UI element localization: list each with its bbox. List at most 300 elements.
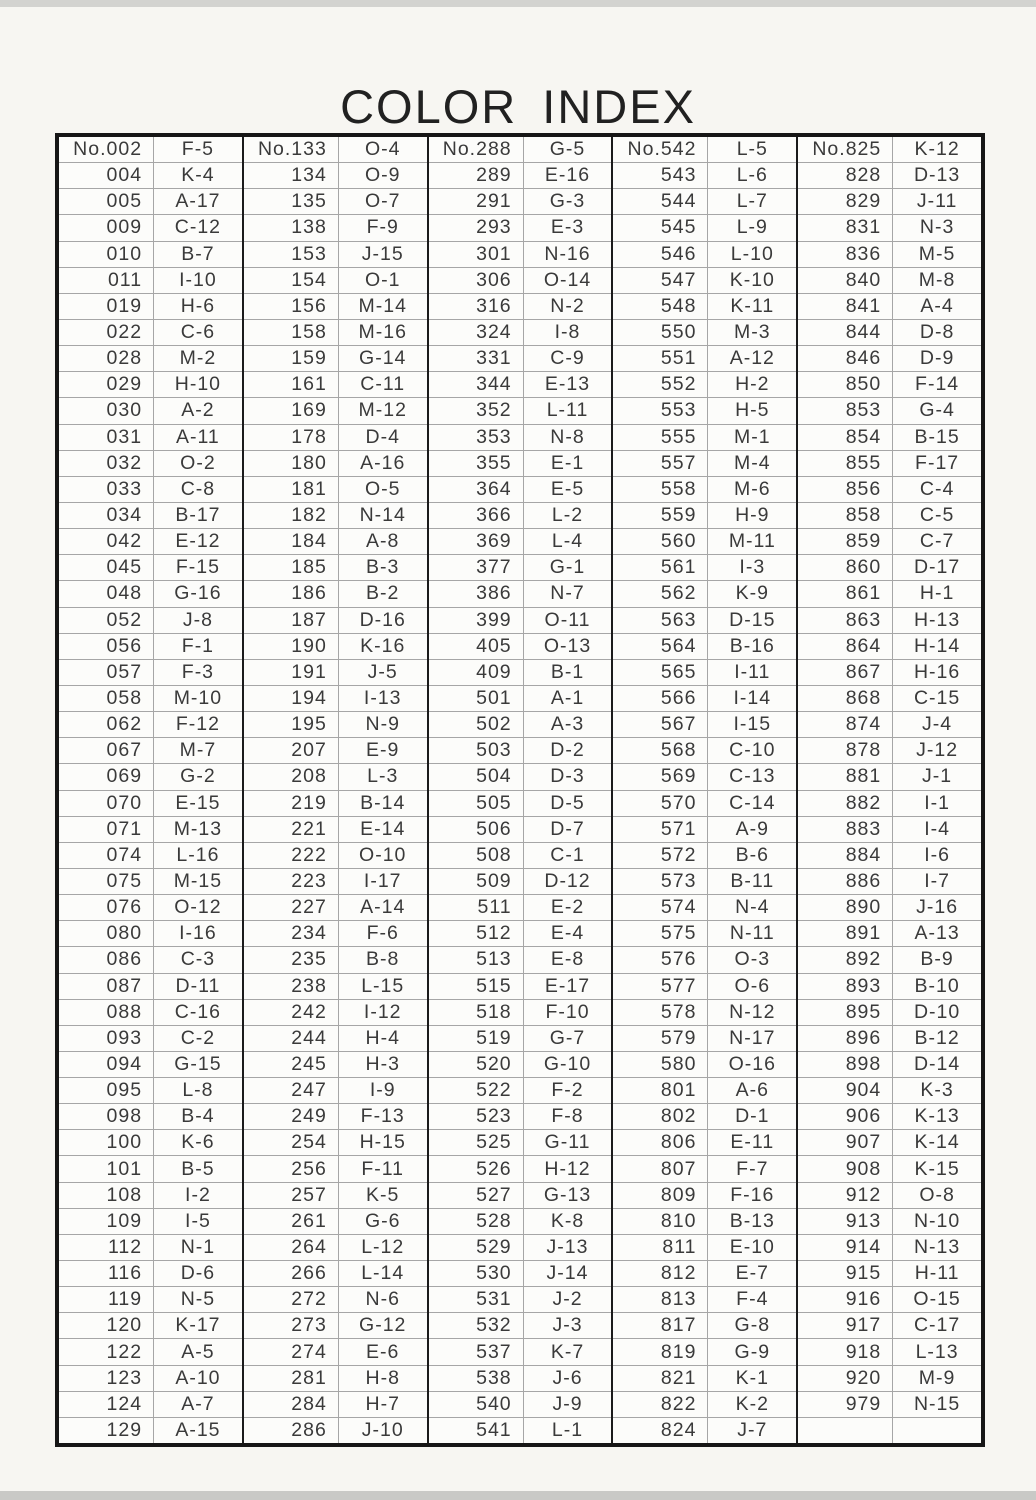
color-number-cell: 907 [798, 1130, 893, 1155]
table-row [429, 1051, 612, 1077]
table-row [613, 371, 796, 397]
color-code-cell: N-12 [729, 1000, 776, 1023]
table-row [244, 607, 427, 633]
table-row [244, 1260, 427, 1286]
table-row [429, 790, 612, 816]
color-number-cell: 846 [798, 346, 893, 371]
scan-edge-top [0, 0, 1036, 7]
table-row [244, 737, 427, 763]
color-code-cell: E-17 [544, 974, 591, 997]
color-code-cell: O-5 [364, 477, 401, 500]
color-code-cell: I-17 [363, 870, 402, 892]
color-code-cell: F-6 [366, 922, 399, 945]
color-number-cell: 573 [613, 869, 708, 894]
color-number-cell: 112 [59, 1235, 154, 1260]
color-number-cell: 840 [798, 268, 893, 293]
table-row [244, 188, 427, 214]
color-code-cell: L-14 [361, 1262, 405, 1285]
color-code-cell: O-3 [734, 948, 771, 971]
table-row [798, 397, 981, 423]
color-code-cell: M-10 [173, 687, 223, 710]
color-code-cell: N-11 [729, 922, 775, 945]
color-number-cell: 184 [244, 529, 339, 554]
color-number-cell: 116 [59, 1261, 154, 1286]
table-row [429, 293, 612, 319]
table-row [798, 450, 981, 476]
color-number-cell: 896 [798, 1026, 893, 1051]
color-code-cell: O-16 [728, 1052, 776, 1075]
table-row [613, 162, 796, 188]
table-row [244, 685, 427, 711]
table-row [429, 737, 612, 763]
table-row [59, 450, 242, 476]
color-number-cell: 221 [244, 817, 339, 842]
color-number-cell: 291 [429, 189, 524, 214]
color-number-cell: 575 [613, 921, 708, 946]
color-code-cell: O-14 [543, 268, 592, 291]
color-code-cell: H-16 [913, 660, 961, 683]
color-code-cell: C-3 [180, 948, 216, 971]
table-row [798, 528, 981, 554]
table-row [613, 1234, 796, 1260]
table-row [429, 345, 612, 371]
color-code-cell: M-9 [918, 1366, 956, 1389]
table-row [798, 946, 981, 972]
color-number-cell: 502 [429, 712, 524, 737]
color-code-cell: N-14 [359, 504, 406, 527]
color-code-cell: C-16 [174, 1000, 222, 1023]
color-number-cell: 855 [798, 451, 893, 476]
table-row [429, 450, 612, 476]
table-row [798, 868, 981, 894]
color-code-cell: F-16 [730, 1183, 775, 1206]
color-number-cell: 526 [429, 1156, 524, 1181]
color-code-cell: J-7 [737, 1418, 768, 1441]
color-number-cell: 568 [613, 738, 708, 763]
table-row [59, 1182, 242, 1208]
color-code-cell: B-8 [366, 948, 400, 971]
color-number-cell: 547 [613, 268, 708, 293]
table-row [798, 1286, 981, 1312]
color-number-cell: 004 [59, 163, 154, 188]
color-number-cell: 505 [429, 791, 524, 816]
color-number-cell: 579 [613, 1026, 708, 1051]
color-number-cell: 169 [244, 398, 339, 423]
color-code-cell: D-8 [919, 321, 955, 344]
color-code-cell: C-17 [913, 1314, 961, 1337]
table-row [59, 1312, 242, 1338]
table-row [59, 1103, 242, 1129]
table-column-group [242, 137, 427, 1443]
table-row [429, 816, 612, 842]
table-row [613, 319, 796, 345]
table-row [244, 267, 427, 293]
table-row [613, 868, 796, 894]
color-code-cell: J-8 [182, 608, 213, 631]
table-row [244, 1077, 427, 1103]
table-row [798, 763, 981, 789]
color-number-cell: 858 [798, 503, 893, 528]
table-row [613, 763, 796, 789]
color-index-table [55, 133, 985, 1447]
color-code-cell: C-7 [919, 530, 955, 553]
color-code-cell: I-9 [369, 1079, 396, 1102]
color-code-cell: M-16 [358, 321, 407, 344]
table-row [244, 137, 427, 162]
table-row [59, 345, 242, 371]
color-code-cell: E-3 [550, 216, 585, 239]
color-number-cell: 565 [613, 660, 708, 685]
color-number-cell: 011 [59, 268, 154, 293]
table-row [613, 946, 796, 972]
table-row [798, 894, 981, 920]
color-code-cell: F-11 [361, 1157, 405, 1180]
table-row [244, 633, 427, 659]
table-row [244, 1182, 427, 1208]
color-number-cell: 886 [798, 869, 893, 894]
color-code-cell: E-8 [550, 948, 585, 971]
table-row [613, 1260, 796, 1286]
table-row [613, 711, 796, 737]
color-number-cell: 245 [244, 1052, 339, 1077]
color-number-cell: 906 [798, 1104, 893, 1129]
color-code-cell: L-8 [182, 1079, 214, 1102]
table-row [59, 763, 242, 789]
color-code-cell: H-11 [914, 1262, 960, 1285]
color-number-cell: 854 [798, 425, 893, 450]
color-number-cell: 094 [59, 1052, 154, 1077]
color-number-cell: 506 [429, 817, 524, 842]
color-number-cell: 185 [244, 555, 339, 580]
table-row [429, 1208, 612, 1234]
color-number-cell: 861 [798, 581, 893, 606]
color-number-cell: 898 [798, 1052, 893, 1077]
table-row [244, 763, 427, 789]
table-row [613, 607, 796, 633]
color-code-cell: M-3 [734, 321, 771, 344]
color-code-cell: B-10 [914, 974, 960, 997]
color-code-cell: J-3 [552, 1314, 583, 1337]
color-number-cell: 005 [59, 189, 154, 214]
table-row [244, 319, 427, 345]
table-row [244, 1155, 427, 1181]
color-code-cell: A-15 [175, 1418, 221, 1441]
color-number-cell: 895 [798, 1000, 893, 1025]
color-code-cell: E-16 [544, 164, 591, 187]
color-number-cell: 562 [613, 581, 708, 606]
table-row [429, 1182, 612, 1208]
color-number-cell: 553 [613, 398, 708, 423]
table-row [613, 659, 796, 685]
color-number-cell: 100 [59, 1130, 154, 1155]
color-code-cell: E-7 [735, 1262, 769, 1285]
color-code-cell: L-9 [736, 216, 768, 239]
table-row [798, 999, 981, 1025]
table-row [429, 319, 612, 345]
color-number-cell: No.825 [798, 137, 893, 162]
table-row [429, 241, 612, 267]
color-code-cell: J-9 [552, 1392, 583, 1415]
color-code-cell: L-6 [736, 164, 768, 187]
table-row [613, 214, 796, 240]
color-number-cell: 836 [798, 242, 893, 267]
color-number-cell: 809 [613, 1183, 708, 1208]
color-number-cell: 853 [798, 398, 893, 423]
color-code-cell: I-10 [179, 268, 217, 291]
color-number-cell: 874 [798, 712, 893, 737]
color-number-cell: 508 [429, 843, 524, 868]
table-row [244, 293, 427, 319]
color-code-cell: D-7 [550, 817, 585, 840]
table-row [429, 842, 612, 868]
table-row [244, 1208, 427, 1234]
table-row [429, 868, 612, 894]
color-number-cell: 979 [798, 1392, 893, 1417]
table-row [613, 476, 796, 502]
color-code-cell: H-8 [365, 1366, 400, 1389]
table-row [798, 816, 981, 842]
color-code-cell: E-11 [730, 1131, 775, 1154]
color-code-cell: K-9 [735, 582, 769, 605]
color-number-cell: 187 [244, 608, 339, 633]
color-number-cell: 891 [798, 921, 893, 946]
table-row [429, 999, 612, 1025]
table-row [59, 502, 242, 528]
color-code-cell: N-2 [550, 294, 585, 317]
color-code-cell: L-7 [736, 190, 768, 213]
color-number-cell: 868 [798, 686, 893, 711]
table-row [613, 450, 796, 476]
color-number-cell: 509 [429, 869, 524, 894]
table-row [798, 267, 981, 293]
color-code-cell: D-14 [913, 1052, 961, 1075]
color-code-cell: I-1 [924, 791, 950, 814]
color-number-cell: 353 [429, 425, 524, 450]
color-code-cell: E-14 [360, 817, 406, 840]
color-number-cell: 567 [613, 712, 708, 737]
color-code-cell: J-1 [922, 765, 953, 788]
table-row [59, 659, 242, 685]
color-code-cell: O-2 [180, 451, 216, 474]
color-code-cell: G-9 [734, 1340, 771, 1363]
color-number-cell: 191 [244, 660, 339, 685]
color-number-cell: 369 [429, 529, 524, 554]
color-number-cell: 080 [59, 921, 154, 946]
table-row [613, 424, 796, 450]
table-row [429, 476, 612, 502]
table-row [244, 1365, 427, 1391]
color-code-cell: J-14 [546, 1262, 589, 1285]
color-code-cell: B-14 [360, 791, 406, 814]
table-row [59, 214, 242, 240]
color-number-cell: 095 [59, 1078, 154, 1103]
color-number-cell: 503 [429, 738, 524, 763]
color-number-cell: 042 [59, 529, 154, 554]
color-code-cell: L-13 [915, 1340, 959, 1363]
color-number-cell: 034 [59, 503, 154, 528]
color-number-cell: 244 [244, 1026, 339, 1051]
color-number-cell: 289 [429, 163, 524, 188]
table-row [429, 1312, 612, 1338]
color-code-cell: I-16 [179, 922, 217, 945]
table-row [244, 1286, 427, 1312]
color-code-cell: D-17 [913, 556, 961, 579]
color-code-cell: A-3 [550, 713, 585, 736]
color-number-cell: 153 [244, 242, 339, 267]
color-code-cell: F-5 [181, 138, 215, 161]
color-number-cell: 878 [798, 738, 893, 763]
color-number-cell: 019 [59, 294, 154, 319]
color-number-cell: 031 [59, 425, 154, 450]
color-number-cell: 161 [244, 372, 339, 397]
table-row [613, 1129, 796, 1155]
color-number-cell: 892 [798, 947, 893, 972]
color-number-cell: 538 [429, 1366, 524, 1391]
color-number-cell: 222 [244, 843, 339, 868]
color-code-cell: F-13 [360, 1105, 405, 1128]
table-row [429, 920, 612, 946]
color-code-cell: J-12 [916, 739, 959, 762]
table-row [429, 371, 612, 397]
table-row [244, 1312, 427, 1338]
color-number-cell: 071 [59, 817, 154, 842]
color-code-cell: O-6 [734, 974, 771, 997]
color-number-cell: 399 [429, 608, 524, 633]
color-code-cell: J-6 [552, 1366, 583, 1389]
table-row [244, 1234, 427, 1260]
color-number-cell: 550 [613, 320, 708, 345]
color-code-cell: H-4 [365, 1026, 400, 1049]
color-code-cell: H-5 [735, 399, 770, 422]
color-code-cell: C-6 [180, 321, 216, 344]
color-code-cell: M-1 [734, 425, 771, 448]
color-number-cell: 518 [429, 1000, 524, 1025]
color-code-cell: G-8 [734, 1314, 771, 1337]
table-row [429, 424, 612, 450]
color-code-cell: H-10 [174, 373, 222, 396]
table-row [798, 1338, 981, 1364]
table-row [59, 424, 242, 450]
color-code-cell: D-10 [913, 1000, 961, 1023]
color-code-cell: E-1 [550, 451, 585, 474]
table-row [613, 137, 796, 162]
color-number-cell: 571 [613, 817, 708, 842]
table-row [244, 1103, 427, 1129]
color-number-cell: 364 [429, 477, 524, 502]
table-row [798, 1051, 981, 1077]
color-number-cell: 519 [429, 1026, 524, 1051]
color-number-cell: 057 [59, 660, 154, 685]
color-number-cell: 208 [244, 764, 339, 789]
color-number-cell: 249 [244, 1104, 339, 1129]
table-row [244, 554, 427, 580]
color-number-cell: 523 [429, 1104, 524, 1129]
color-number-cell: 272 [244, 1287, 339, 1312]
color-code-cell: O-10 [359, 843, 407, 866]
table-row [613, 999, 796, 1025]
color-number-cell: 324 [429, 320, 524, 345]
color-code-cell: N-15 [913, 1392, 961, 1415]
color-number-cell: 366 [429, 503, 524, 528]
table-column-group [796, 137, 981, 1443]
color-code-cell: C-1 [550, 843, 585, 866]
color-number-cell: 572 [613, 843, 708, 868]
color-code-cell: N-6 [365, 1288, 400, 1311]
color-number-cell: No.288 [429, 137, 524, 162]
table-row [59, 711, 242, 737]
color-number-cell: 284 [244, 1392, 339, 1417]
table-row [798, 685, 981, 711]
table-row [798, 188, 981, 214]
table-row [59, 1129, 242, 1155]
table-row [798, 1234, 981, 1260]
table-row [613, 1391, 796, 1417]
color-number-cell: 086 [59, 947, 154, 972]
color-code-cell: H-6 [180, 294, 216, 317]
color-number-cell: 074 [59, 843, 154, 868]
color-code-cell: B-2 [366, 582, 400, 605]
table-row [613, 1338, 796, 1364]
color-code-cell: I-2 [185, 1183, 211, 1206]
color-code-cell: A-4 [920, 294, 954, 317]
color-number-cell: 528 [429, 1209, 524, 1234]
color-number-cell: 541 [429, 1418, 524, 1443]
color-number-cell: 558 [613, 477, 708, 502]
color-code-cell: A-1 [550, 687, 585, 710]
color-number-cell: 129 [59, 1418, 154, 1443]
color-code-cell: H-1 [919, 582, 955, 605]
table-row [244, 659, 427, 685]
table-row [59, 816, 242, 842]
color-number-cell: 409 [429, 660, 524, 685]
color-code-cell: K-8 [550, 1209, 585, 1232]
color-code-cell: G-1 [549, 556, 586, 579]
color-code-cell: H-14 [913, 634, 961, 657]
color-code-cell: B-9 [920, 948, 954, 971]
color-code-cell: O-1 [364, 268, 401, 291]
color-number-cell: 824 [613, 1418, 708, 1443]
color-number-cell: 537 [429, 1339, 524, 1364]
color-code-cell: A-10 [175, 1366, 221, 1389]
color-number-cell: 331 [429, 346, 524, 371]
color-number-cell: 405 [429, 634, 524, 659]
color-code-cell: E-6 [366, 1340, 400, 1363]
color-code-cell: F-4 [736, 1288, 769, 1311]
color-code-cell: C-13 [729, 765, 776, 788]
table-row [798, 319, 981, 345]
color-code-cell: M-13 [173, 817, 223, 840]
color-number-cell: 219 [244, 791, 339, 816]
color-number-cell: 860 [798, 555, 893, 580]
color-code-cell: L-16 [176, 843, 220, 866]
color-number-cell: 088 [59, 1000, 154, 1025]
table-row [59, 842, 242, 868]
table-row [59, 1417, 242, 1443]
color-code-cell: N-3 [919, 216, 955, 239]
color-number-cell: 559 [613, 503, 708, 528]
color-code-cell: B-7 [181, 242, 215, 265]
color-code-cell: N-16 [544, 242, 591, 265]
color-number-cell: 032 [59, 451, 154, 476]
table-row [613, 293, 796, 319]
color-number-cell: 223 [244, 869, 339, 894]
color-number-cell: 138 [244, 215, 339, 240]
table-row [244, 1129, 427, 1155]
color-number-cell: 194 [244, 686, 339, 711]
color-number-cell: 286 [244, 1418, 339, 1443]
table-row [244, 580, 427, 606]
color-number-cell: 178 [244, 425, 339, 450]
